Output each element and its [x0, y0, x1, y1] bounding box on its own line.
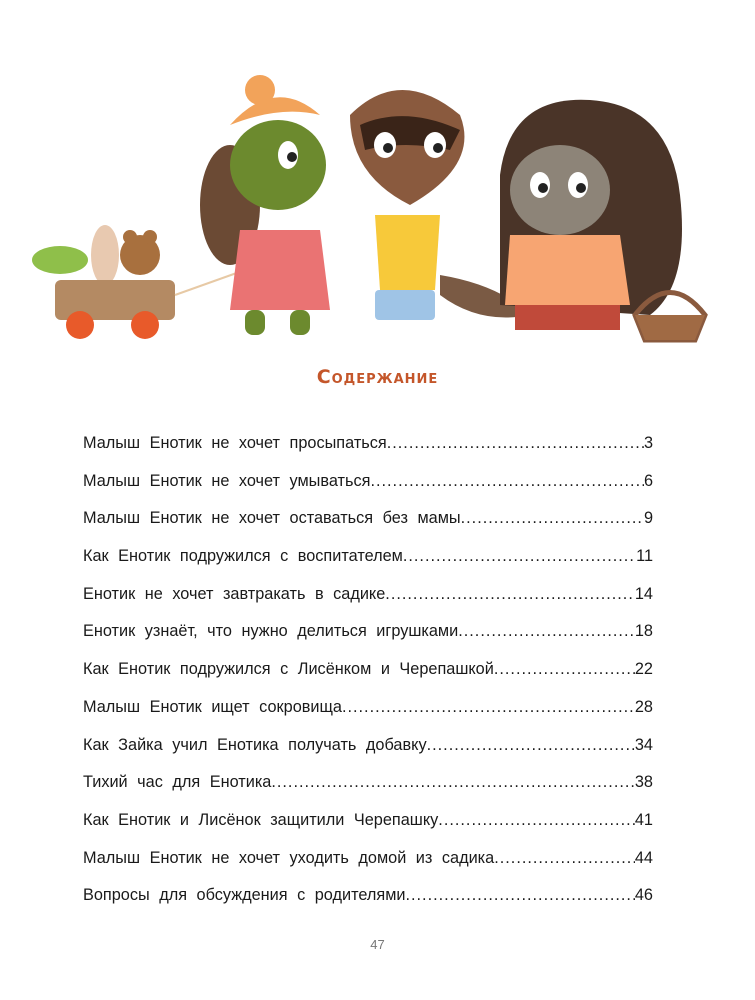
toc-entry-page: 3 [643, 434, 653, 452]
toc-leader-dots [370, 472, 643, 491]
toc-leader-dots [461, 509, 644, 528]
toc-entry-title: Как Енотик и Лисёнок защитили Черепашку [83, 810, 439, 829]
toc-entry-page: 14 [634, 584, 653, 603]
toc-entry-page: 34 [634, 735, 653, 754]
toc-entry-title: Тихий час для Енотика [83, 773, 272, 792]
toc-leader-dots [387, 434, 644, 453]
toc-leader-dots [405, 886, 634, 905]
characters-illustration [30, 55, 720, 345]
toc-entry-page: 9 [643, 509, 653, 528]
hedgehog-character [500, 100, 705, 340]
toc-leader-dots [385, 585, 635, 604]
toc-entry-page: 44 [634, 848, 653, 867]
toc-leader-dots [458, 622, 635, 641]
toc-entry-page: 28 [634, 697, 653, 716]
toc-leader-dots [403, 547, 636, 566]
toc-entry[interactable] [83, 434, 653, 472]
toc-entry-title: Как Енотик подружился с Лисёнком и Черепашкой [83, 660, 494, 679]
toc-entry-page: 38 [634, 773, 653, 792]
toc-entry-title: Малыш Енотик не хочет умываться [83, 471, 371, 490]
toc-leader-dots [494, 660, 635, 679]
toc-entry[interactable] [83, 698, 653, 736]
toc-entry-page: 11 [636, 547, 653, 566]
toc-entry[interactable] [83, 849, 653, 887]
toc-entry-title: Енотик узнаёт, что нужно делиться игрушками [83, 622, 459, 641]
toc-entry[interactable] [83, 472, 653, 510]
toc-entry[interactable] [83, 773, 653, 811]
page-title: Содержание [316, 366, 439, 388]
toc-entry-title: Вопросы для обсуждения с родителями [83, 886, 406, 905]
toc-entry-title: Малыш Енотик ищет сокровища [83, 697, 342, 716]
toc-leader-dots [438, 811, 635, 830]
toc-entry[interactable] [83, 509, 653, 547]
toc-entry[interactable] [83, 811, 653, 849]
toc-entry-page: 18 [634, 622, 653, 641]
toc-entry-title: Малыш Енотик не хочет уходить домой из садика [83, 848, 495, 867]
table-of-contents [83, 434, 653, 924]
toc-entry-title: Как Енотик подружился с воспитателем [83, 547, 403, 566]
toc-leader-dots [494, 849, 635, 868]
toc-entry-page: 22 [634, 660, 653, 679]
toc-entry[interactable] [83, 886, 653, 924]
toc-entry-page: 46 [634, 886, 653, 905]
toc-entry-title: Как Зайка учил Енотика получать добавку [83, 735, 427, 754]
toc-entry-page: 41 [634, 810, 653, 829]
toc-entry[interactable] [83, 736, 653, 774]
toc-leader-dots [427, 736, 635, 755]
turtle-character [200, 75, 330, 335]
toc-entry[interactable] [83, 585, 653, 623]
toc-leader-dots [342, 698, 635, 717]
toc-entry-page: 6 [643, 471, 653, 490]
toc-entry[interactable] [83, 660, 653, 698]
toc-leader-dots [271, 773, 635, 792]
toc-entry-title: Малыш Енотик не хочет просыпаться [83, 434, 387, 452]
toc-entry[interactable] [83, 547, 653, 585]
toc-entry-title: Малыш Енотик не хочет оставаться без мамы [83, 509, 461, 528]
toc-entry-title: Енотик не хочет завтракать в садике [83, 584, 386, 603]
toc-entry[interactable] [83, 622, 653, 660]
page-number: 47 [370, 937, 385, 952]
